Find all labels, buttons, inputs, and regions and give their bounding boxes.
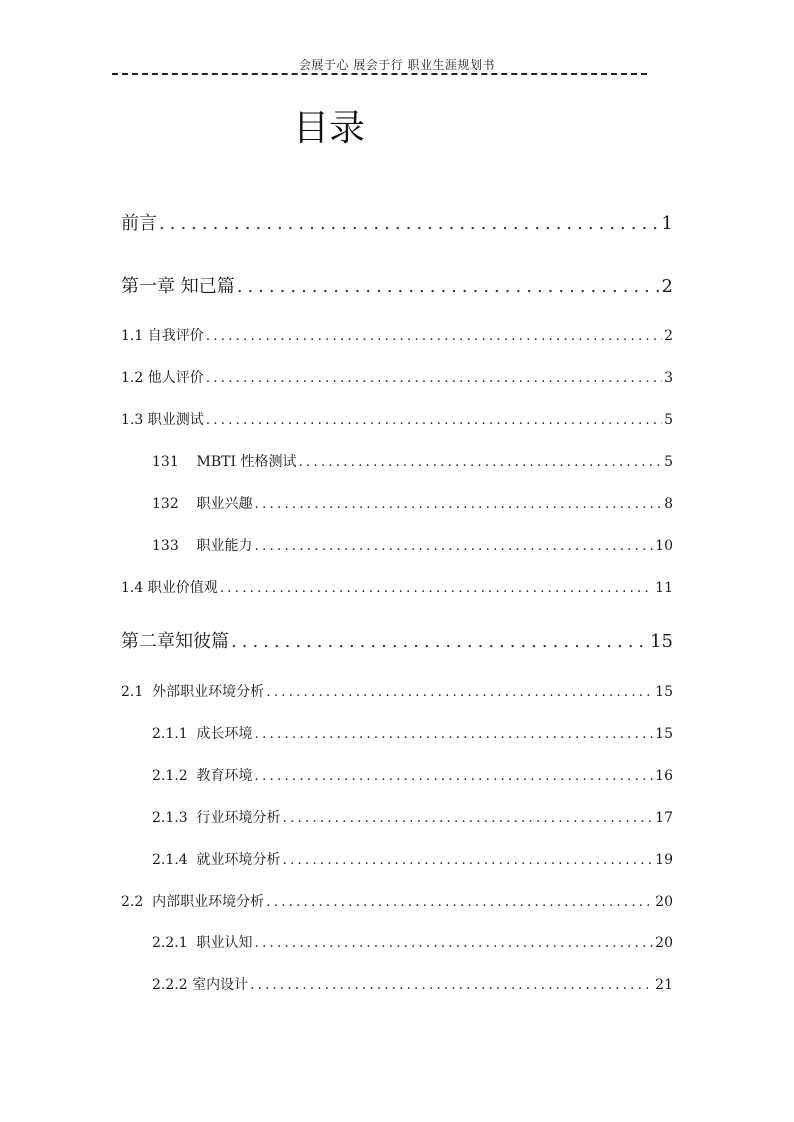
toc-entry-2-2[interactable] (121, 891, 673, 911)
toc-page-number: 10 (655, 538, 673, 554)
toc-entry-2-1-3[interactable] (152, 807, 673, 827)
toc-page-number: 17 (655, 810, 673, 826)
page-header: 会展于心 展会于行 职业生涯规划书 (298, 58, 496, 72)
toc-entry-1-3-1[interactable] (152, 451, 673, 471)
toc-entry-2-1-1[interactable] (152, 723, 673, 743)
toc-entry-label: 1.3 职业测试 (121, 412, 204, 428)
dot-leader (266, 684, 653, 700)
toc-page-number: 15 (655, 726, 673, 742)
toc-page-number: 8 (664, 496, 673, 512)
dot-leader (298, 454, 662, 470)
toc-entry-2-1-2[interactable] (152, 765, 673, 785)
dot-leader (255, 496, 663, 512)
toc-entry-label: 2.2.2 室内设计 (152, 977, 249, 993)
toc-entry-1-3[interactable] (121, 409, 673, 429)
toc-entry-2-2-2[interactable] (152, 974, 673, 994)
dot-leader (159, 213, 660, 234)
toc-entry-1-3-3[interactable] (152, 535, 673, 555)
toc-entry-label: 2.1 外部职业环境分析 (121, 684, 265, 700)
dot-leader (255, 726, 654, 742)
toc-page-number: 15 (650, 631, 673, 652)
dot-leader (255, 935, 654, 951)
dot-leader (237, 276, 660, 297)
toc-page-number: 2 (664, 328, 673, 344)
dot-leader (206, 412, 662, 428)
dot-leader (231, 631, 648, 652)
toc-entry-1-3-2[interactable] (152, 493, 673, 513)
dot-leader (220, 580, 653, 596)
toc-title: 目录 (292, 108, 365, 149)
toc-page-number: 20 (655, 894, 673, 910)
toc-entry-preface[interactable] (121, 209, 673, 235)
toc-entry-1-1[interactable] (121, 325, 673, 345)
toc-page-number: 5 (664, 454, 673, 470)
toc-entry-1-2[interactable] (121, 367, 673, 387)
toc-entry-label: 131 MBTI 性格测试 (152, 454, 297, 470)
toc-entry-label: 前言 (121, 213, 157, 234)
dot-leader (266, 894, 653, 910)
dot-leader (206, 328, 662, 344)
dot-leader (283, 852, 654, 868)
toc-entry-label: 1.2 他人评价 (121, 370, 204, 386)
toc-entry-label: 2.1.2 教育环境 (152, 768, 253, 784)
toc-page-number: 11 (655, 580, 673, 596)
toc-entry-label: 2.1.1 成长环境 (152, 726, 253, 742)
toc-entry-label: 2.1.3 行业环境分析 (152, 810, 281, 826)
dot-leader (255, 538, 654, 554)
dot-leader (206, 370, 662, 386)
toc-entry-label: 2.2 内部职业环境分析 (121, 894, 265, 910)
toc-entry-label: 133 职业能力 (152, 538, 253, 554)
toc-page-number: 20 (655, 935, 673, 951)
toc-entry-2-2-1[interactable] (152, 932, 673, 952)
toc-entry-label: 2.2.1 职业认知 (152, 935, 253, 951)
toc-page-number: 5 (664, 412, 673, 428)
toc-page-number: 19 (655, 852, 673, 868)
toc-page-number: 21 (655, 977, 673, 993)
toc-entry-chapter-2[interactable] (121, 627, 673, 653)
toc-entry-label: 2.1.4 就业环境分析 (152, 852, 281, 868)
toc-entry-2-1-4[interactable] (152, 849, 673, 869)
toc-entry-label: 第二章知彼篇 (121, 631, 229, 652)
toc-page-number: 15 (655, 684, 673, 700)
toc-page-number: 3 (664, 370, 673, 386)
toc-entry-2-1[interactable] (121, 681, 673, 701)
toc-page-number: 2 (661, 276, 673, 297)
toc-page-number: 1 (661, 213, 673, 234)
toc-entry-label: 1.1 自我评价 (121, 328, 204, 344)
dot-leader (283, 810, 654, 826)
toc-page-number: 16 (655, 768, 673, 784)
dot-leader (250, 977, 653, 993)
toc-entry-label: 1.4 职业价值观 (121, 580, 218, 596)
toc-entry-chapter-1[interactable] (121, 272, 673, 298)
toc-entry-label: 132 职业兴趣 (152, 496, 253, 512)
toc-entry-label: 第一章 知己篇 (121, 276, 235, 297)
toc-entry-1-4[interactable] (121, 577, 673, 597)
dot-leader (255, 768, 654, 784)
